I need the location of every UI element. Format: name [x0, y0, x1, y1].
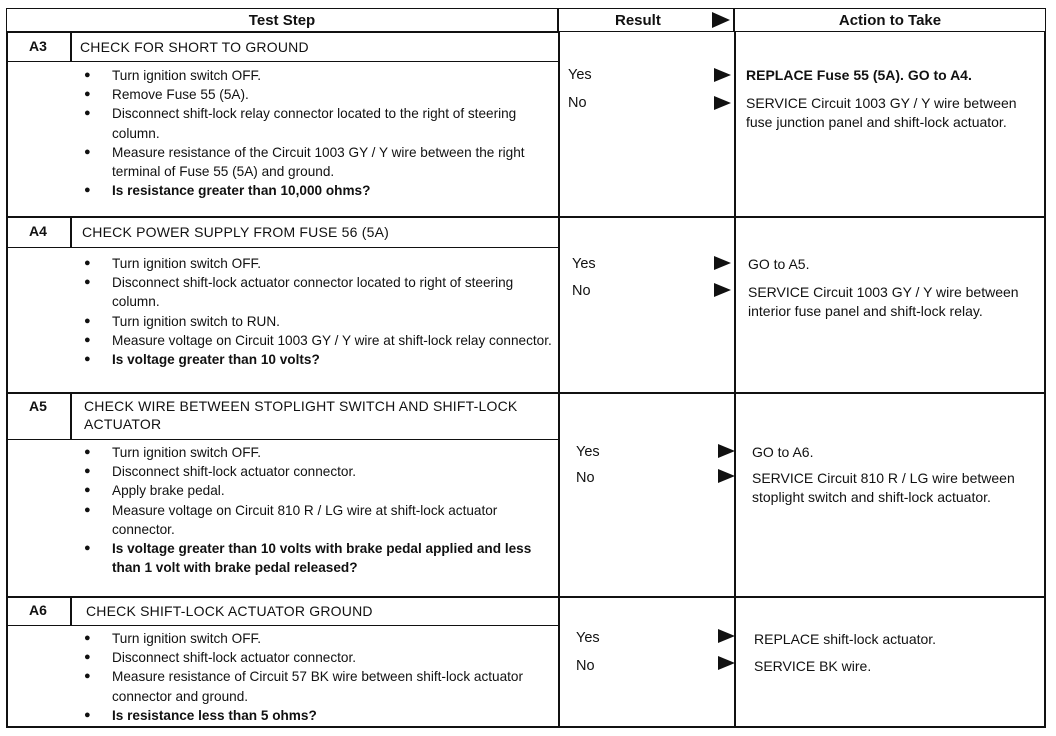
action-yes: REPLACE shift-lock actuator.: [754, 631, 937, 647]
instruction-item: ● Apply brake pedal.: [82, 481, 552, 500]
arrow-right-icon: [714, 256, 731, 270]
header-arrow-icon: [712, 12, 730, 28]
instruction-item: ● Turn ignition switch to RUN.: [82, 312, 552, 331]
step-id-divider: [70, 32, 72, 62]
step-instructions: [82, 443, 552, 577]
result-no: No: [568, 95, 587, 111]
step-instructions: [82, 629, 552, 725]
arrow-right-icon: [714, 96, 731, 110]
step-id: A6: [29, 602, 47, 618]
arrow-right-icon: [714, 68, 731, 82]
table-right-border: [1044, 32, 1046, 728]
arrow-right-icon: [718, 444, 735, 458]
instruction-item: ● Turn ignition switch OFF.: [82, 629, 552, 648]
instruction-item: ● Disconnect shift-lock actuator connector located to right of steering column.: [82, 273, 552, 311]
step-id-divider: [70, 596, 72, 626]
step-title: CHECK SHIFT-LOCK ACTUATOR GROUND: [86, 603, 373, 619]
result-no: No: [576, 658, 595, 674]
action-no: SERVICE Circuit 810 R / LG wire between stoplight switch and shift-lock actuator.: [752, 470, 1015, 505]
header-action: Action to Take: [734, 8, 1046, 32]
arrow-right-icon: [718, 629, 735, 643]
instruction-item: ● Measure voltage on Circuit 810 R / LG wire at shift-lock actuator connector.: [82, 501, 552, 539]
step-question: ● Is voltage greater than 10 volts with brake pedal applied and less than 1 volt with brake pedal released?: [82, 539, 552, 577]
result-no: No: [576, 470, 595, 486]
instruction-item: ● Turn ignition switch OFF.: [82, 254, 552, 273]
result-yes: Yes: [576, 630, 600, 646]
instruction-item: ● Measure voltage on Circuit 1003 GY / Y wire at shift-lock relay connector.: [82, 331, 552, 350]
result-yes: Yes: [572, 256, 596, 272]
instruction-item: ● Disconnect shift-lock relay connector located to the right of steering column.: [82, 104, 552, 142]
instruction-item: ● Remove Fuse 55 (5A).: [82, 85, 552, 104]
header-test-step: Test Step: [6, 8, 558, 32]
instruction-item: ● Disconnect shift-lock actuator connector.: [82, 462, 552, 481]
action-no: SERVICE Circuit 1003 GY / Y wire between fuse junction panel and shift-lock actuator.: [746, 95, 1017, 130]
instruction-item: ● Measure resistance of the Circuit 1003 GY / Y wire between the right terminal of Fuse 55 (5A) and ground.: [82, 143, 552, 181]
action-column-divider: [734, 32, 736, 728]
instruction-item: ● Disconnect shift-lock actuator connector.: [82, 648, 552, 667]
action-yes: REPLACE Fuse 55 (5A). GO to A4.: [746, 67, 972, 83]
table-bottom-border: [6, 726, 1046, 728]
step-title: CHECK FOR SHORT TO GROUND: [80, 39, 309, 55]
instruction-item: ● Turn ignition switch OFF.: [82, 443, 552, 462]
diagnostic-table: [6, 8, 1046, 728]
step-title: CHECK WIRE BETWEEN STOPLIGHT SWITCH AND SHIFT-LOCK ACTUATOR: [84, 398, 518, 432]
instruction-item: ● Measure resistance of Circuit 57 BK wire between shift-lock actuator connector and ground.: [82, 667, 552, 705]
instruction-item: ● Turn ignition switch OFF.: [82, 66, 552, 85]
step-question: ● Is voltage greater than 10 volts?: [82, 350, 552, 369]
step-question: ● Is resistance greater than 10,000 ohms?: [82, 181, 552, 200]
step-id-divider: [70, 392, 72, 440]
header-result: Result: [558, 8, 734, 32]
result-yes: Yes: [576, 444, 600, 460]
arrow-right-icon: [718, 469, 735, 483]
step-id: A5: [29, 398, 47, 414]
action-no: SERVICE Circuit 1003 GY / Y wire between interior fuse panel and shift-lock relay.: [748, 284, 1019, 319]
action-no: SERVICE BK wire.: [754, 658, 872, 674]
arrow-right-icon: [718, 656, 735, 670]
action-yes: GO to A6.: [752, 444, 814, 460]
step-instructions: [82, 66, 552, 200]
step-question: ● Is resistance less than 5 ohms?: [82, 706, 552, 725]
step-title: CHECK POWER SUPPLY FROM FUSE 56 (5A): [82, 224, 389, 240]
action-yes: GO to A5.: [748, 256, 810, 272]
step-id: A4: [29, 223, 47, 239]
result-no: No: [572, 283, 591, 299]
result-yes: Yes: [568, 67, 592, 83]
step-instructions: [82, 254, 552, 369]
step-id-divider: [70, 216, 72, 248]
arrow-right-icon: [714, 283, 731, 297]
step-id: A3: [29, 38, 47, 54]
